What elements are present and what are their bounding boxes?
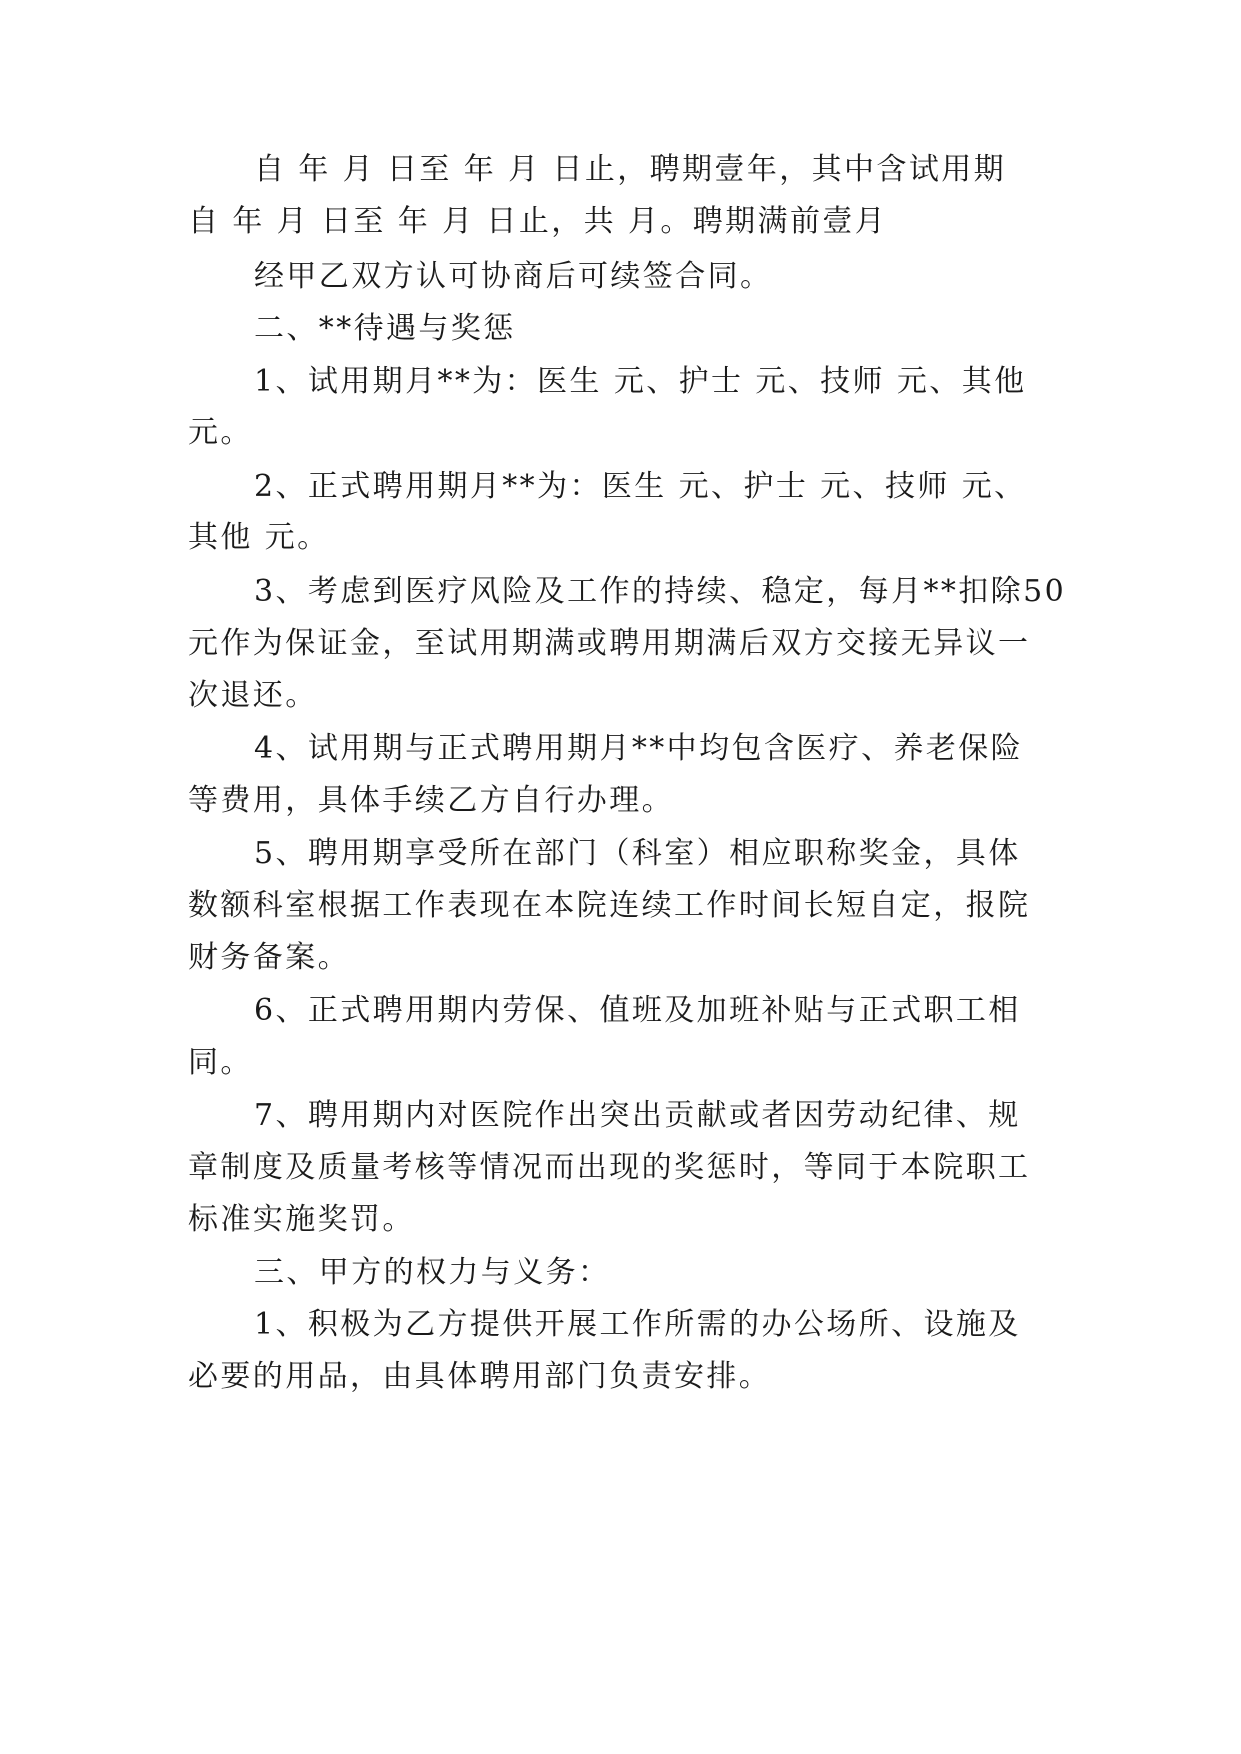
section-heading: 二、**待遇与奖惩 [254, 311, 516, 346]
text-line: 经甲乙双方认可协商后可续签合同。 [254, 259, 773, 294]
text-line: 自 年 月 日至 年 月 日止，共 月。聘期满前壹月 [188, 204, 888, 239]
text-line: 5、聘用期享受所在部门（科室）相应职称奖金，具体 [254, 836, 1021, 871]
text-line: 7、聘用期内对医院作出突出贡献或者因劳动纪律、规 [254, 1098, 1021, 1133]
text-line: 元作为保证金，至试用期满或聘用期满后双方交接无异议一 [188, 626, 1031, 661]
text-line: 必要的用品，由具体聘用部门负责安排。 [188, 1359, 772, 1394]
text-line: 2、正式聘用期月**为：医生 元、护士 元、技师 元、 [254, 469, 1027, 504]
text-line: 数额科室根据工作表现在本院连续工作时间长短自定，报院 [188, 888, 1031, 923]
text-line: 次退还。 [188, 678, 318, 713]
text-line: 1、积极为乙方提供开展工作所需的办公场所、设施及 [254, 1307, 1021, 1342]
text-line: 标准实施奖罚。 [188, 1202, 415, 1237]
text-line: 章制度及质量考核等情况而出现的奖惩时，等同于本院职工 [188, 1150, 1031, 1185]
text-line: 3、考虑到医疗风险及工作的持续、稳定，每月**扣除50 [254, 574, 1067, 609]
text-line: 其他 元。 [188, 520, 330, 555]
text-line: 等费用，具体手续乙方自行办理。 [188, 783, 674, 818]
text-line: 元。 [188, 415, 253, 450]
text-line: 自 年 月 日至 年 月 日止，聘期壹年，其中含试用期 [254, 152, 1007, 187]
section-heading: 三、甲方的权力与义务： [254, 1255, 611, 1290]
text-line: 6、正式聘用期内劳保、值班及加班补贴与正式职工相 [254, 993, 1021, 1028]
text-line: 同。 [188, 1045, 253, 1080]
text-line: 1、试用期月**为：医生 元、护士 元、技师 元、其他 [254, 364, 1027, 399]
text-line: 财务备案。 [188, 940, 350, 975]
text-line: 4、试用期与正式聘用期月**中均包含医疗、养老保险 [254, 731, 1024, 766]
